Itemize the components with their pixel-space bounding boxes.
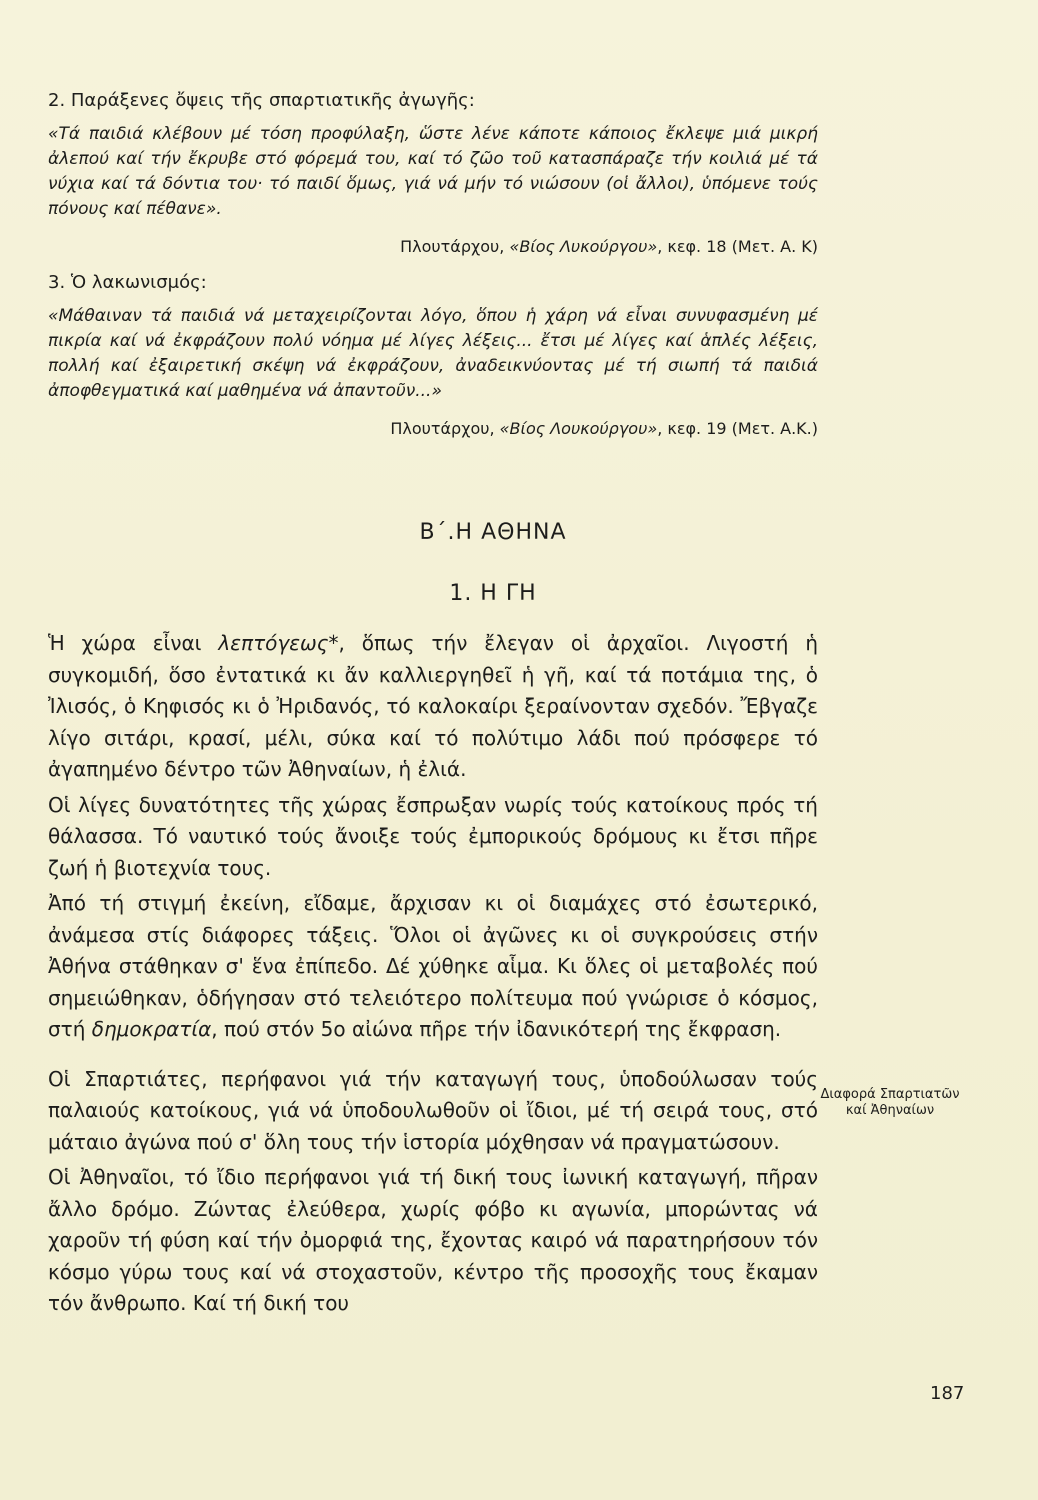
term-dimokratia: δημοκρατία bbox=[91, 1017, 212, 1041]
body-paragraph-1: Ἡ χώρα εἶναι λεπτόγεως*, ὅπως τήν ἔλεγαν οἱ ἀρχαῖοι. Λιγοστή ἡ συγκομιδή, ὅσο ἐντατικά κι ἄν καλλιεργηθεῖ ἡ γῆ, καί τά ποτάμια της, ὁ Ἰλισός, ὁ Κηφισός κι ὁ Ἠριδανός, τό καλοκαίρι ξεραίνονταν σχεδόν. Ἔβγαζε λίγο σιτάρι, κρασί, μέλι, σύκα καί τό πολύτιμο λάδι πού πρόσφερε τό ἀγαπημένο δέντρο τῶν Ἀθηναίων, ἡ ἐλιά. bbox=[48, 631, 819, 781]
term-leptogeos: λεπτόγεως* bbox=[218, 631, 339, 655]
citation-details: , κεφ. 18 (Μετ. Α. Κ) bbox=[657, 237, 818, 256]
body-paragraph-3: Ἀπό τή στιγμή ἐκείνη, εἴδαμε, ἄρχισαν κι οἱ διαμάχες στό ἐσωτερικό, ἀνάμεσα στίς διάφορες τάξεις. Ὅλοι οἱ ἀγῶνες κι οἱ συγκρούσεις στήν Ἀθήνα στάθηκαν σ' ἕνα ἐπίπεδο. Δέ χύθηκε αἷμα. Κι ὅλες οἱ μεταβολές πού σημειώθηκαν, ὁδήγησαν στό τελειότερο πολίτευμα πού γνώρισε ὁ κόσμος, στή δημοκρατία, πού στόν 5ο αἰώνα πῆρε τήν ἰδανικότερή της ἔκφραση. bbox=[48, 891, 818, 1041]
citation-author: Πλουτάρχου, bbox=[390, 419, 500, 438]
section-3-quote: «Μάθαιναν τά παιδιά νά μεταχειρίζονται λόγο, ὅπου ἡ χάρη νά εἶναι συνυφασμένη μέ πικρία καί νά ἐκφράζουν πολύ νόημα μέ λίγες λέξεις... ἔτσι μέ λίγες καί ἁπλές λέξεις, πολλή καί ἐξαιρετική σκέψη νά ἐκφράζουν, ἀναδεικνύοντας μέ τή σιωπή τά παιδιά ἀποφθεγματικά καί μαθημένα νά ἀπαντοῦν...» bbox=[48, 306, 818, 401]
body-paragraph-2: Οἱ λίγες δυνατότητες τῆς χώρας ἔσπρωξαν νωρίς τούς κατοίκους πρός τή θάλασσα. Τό ναυτικό τούς ἄνοιξε τούς ἐμπορικούς δρόμους κι ἔτσι πῆρε ζωή ἡ βιοτεχνία τους. bbox=[48, 792, 818, 880]
section-2-heading: 2. Παράξενες ὄψεις τῆς σπαρτιατικῆς ἀγωγῆς: bbox=[48, 90, 475, 111]
section-3-heading: 3. Ὁ λακωνισμός: bbox=[48, 272, 207, 293]
citation-details: , κεφ. 19 (Μετ. Α.Κ.) bbox=[657, 419, 818, 438]
citation-work: «Βίος Λουκούργου» bbox=[499, 419, 658, 438]
main-text-column bbox=[48, 88, 818, 1320]
margin-note: Διαφορά Σπαρτιατῶν καί Ἀθηναίων bbox=[820, 1087, 960, 1118]
subsection-title: 1. Η ΓΗ bbox=[449, 581, 537, 606]
citation-work: «Βίος Λυκούργου» bbox=[509, 237, 658, 256]
section-2-citation bbox=[48, 236, 818, 258]
section-2-quote: «Τά παιδιά κλέβουν μέ τόση προφύλαξη, ὥστε λένε κάποτε κάποιος ἔκλεψε μιά μικρή ἀλεπού καί τήν ἔκρυβε στό φόρεμά του, καί τό ζῶο τοῦ κατασπάραζε τήν κοιλιά μέ τά νύχια καί τά δόντια του· τό παιδί ὅμως, γιά νά μήν τό νιώσουν (οἱ ἄλλοι), ὑπόμενε τούς πόνους καί πέθανε». bbox=[48, 124, 818, 219]
body-paragraph-5: Οἱ Ἀθηναῖοι, τό ἴδιο περήφανοι γιά τή δική τους ἰωνική καταγωγή, πῆραν ἄλλο δρόμο. Ζώντας ἐλεύθερα, χωρίς φόβο κι αγωνία, μπορώντας νά χαροῦν τή φύση καί τήν ὀμορφιά της, ἔχοντας καιρό νά παρατηρήσουν τόν κόσμο γύρω τους καί νά στοχαστοῦν, κέντρο τῆς προσοχῆς τους ἔκαμαν τόν ἄνθρωπο. Καί τή δική του bbox=[48, 1165, 818, 1315]
section-3-citation bbox=[48, 418, 818, 440]
body-paragraph-4: Οἱ Σπαρτιάτες, περήφανοι γιά τήν καταγωγή τους, ὑποδούλωσαν τούς παλαιούς κατοίκους, γιά νά ὑποδουλωθοῦν οἱ ἴδιοι, μέ τή σειρά τους, στό μάταιο ἀγώνα πού σ' ὅλη τους τήν ἱστορία μόχθησαν νά πραγματώσουν. bbox=[48, 1066, 818, 1154]
chapter-title: Β΄.Η ΑΘΗΝΑ bbox=[419, 520, 567, 545]
page-number: 187 bbox=[930, 1383, 965, 1404]
citation-author: Πλουτάρχου, bbox=[400, 237, 510, 256]
